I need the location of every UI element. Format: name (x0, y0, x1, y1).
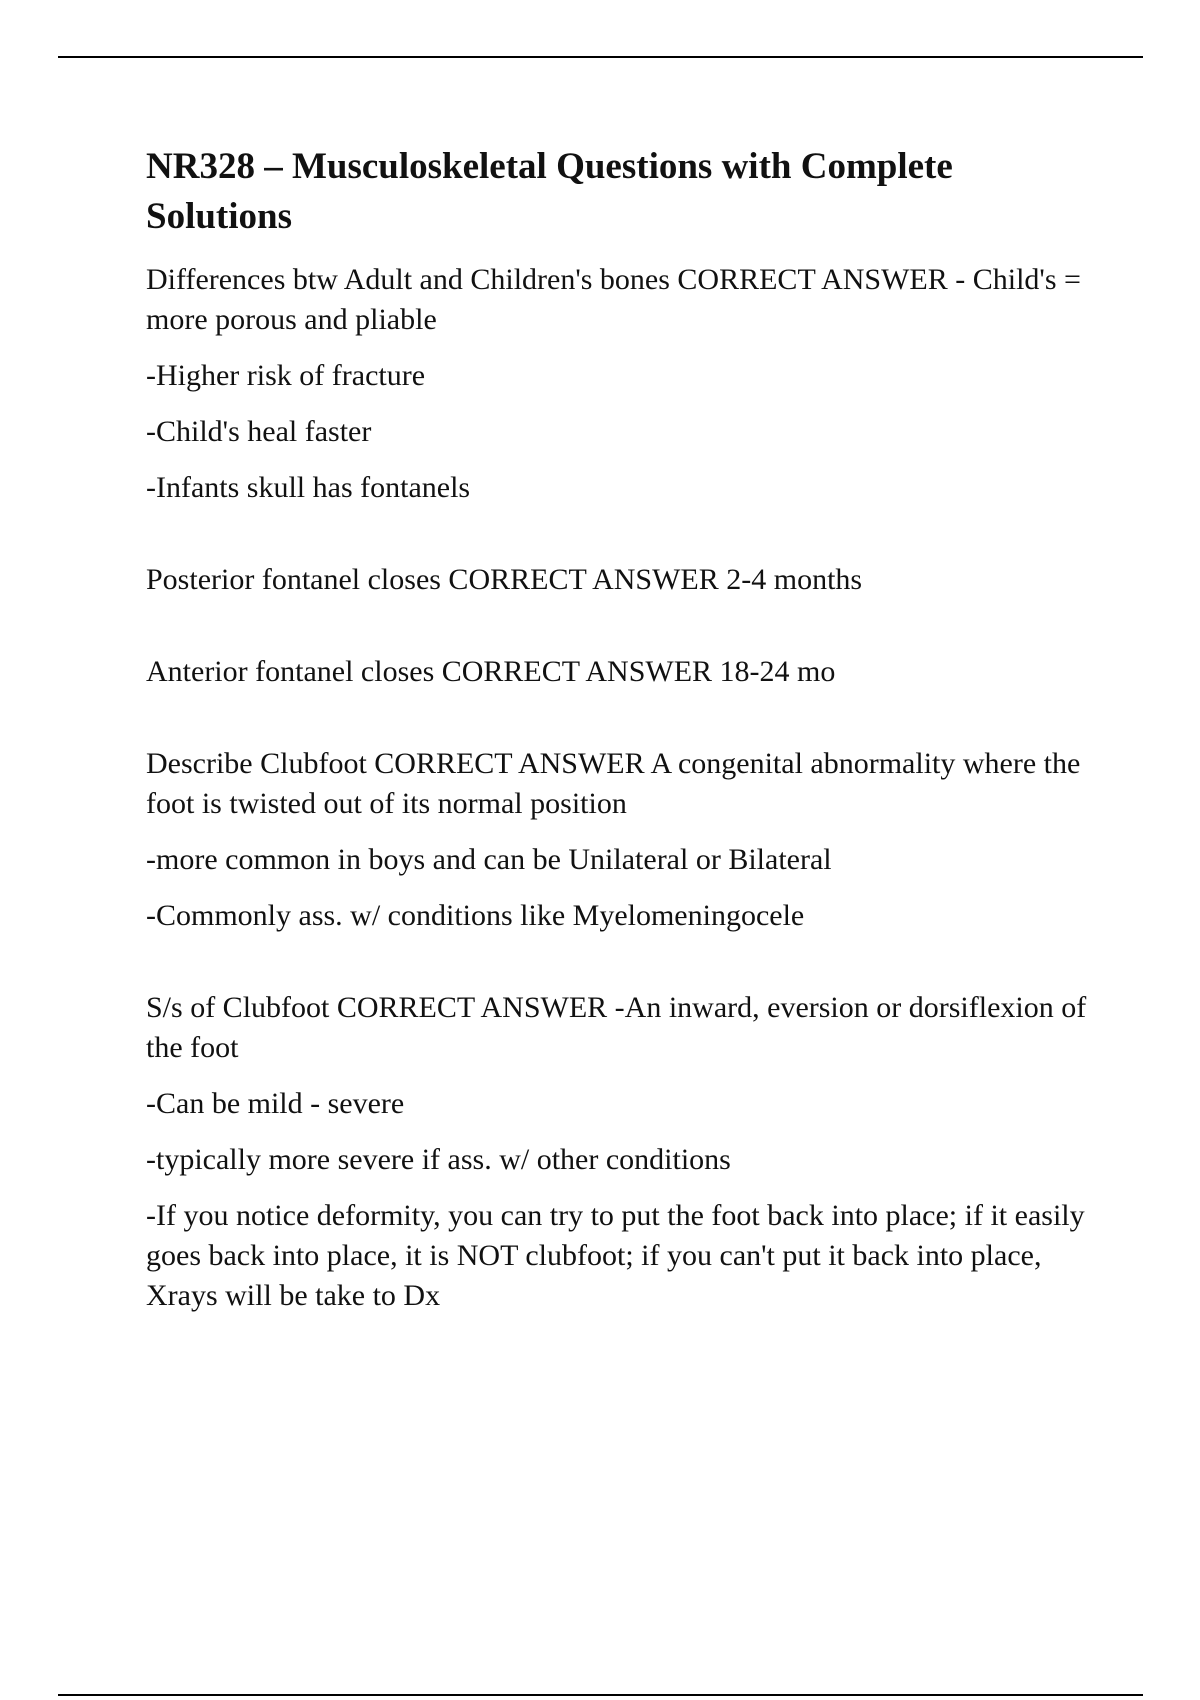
question-text: Anterior fontanel closes CORRECT ANSWER 18-24 mo (146, 655, 836, 688)
answer-line: -Child's heal faster (146, 415, 372, 448)
answer-line: -Infants skull has fontanels (146, 471, 471, 504)
answer-line: -more common in boys and can be Unilateral or Bilateral (146, 843, 832, 876)
qa-entry-bone-differences (146, 260, 1101, 508)
answer-line: -typically more severe if ass. w/ other conditions (146, 1143, 731, 1176)
qa-entry-describe-clubfoot (146, 744, 1101, 936)
answer-line: -Higher risk of fracture (146, 359, 426, 392)
question-text: Differences btw Adult and Children's bones CORRECT ANSWER - Child's = more porous and pliable (146, 263, 1081, 336)
answer-line: -If you notice deformity, you can try to put the foot back into place; if it easily goes back into place, it is NOT clubfoot; if you can't put it back into place, Xrays will be take to Dx (146, 1199, 1085, 1312)
document-title: NR328 – Musculoskeletal Questions with Complete Solutions (146, 146, 953, 237)
header-rule (58, 56, 1143, 58)
answer-line: -Can be mild - severe (146, 1087, 405, 1120)
question-text: Posterior fontanel closes CORRECT ANSWER 2-4 months (146, 563, 863, 596)
footer-rule (58, 1694, 1143, 1696)
question-text: S/s of Clubfoot CORRECT ANSWER -An inward, eversion or dorsiflexion of the foot (146, 991, 1087, 1064)
qa-entry-anterior-fontanel (146, 652, 1101, 692)
qa-entry-posterior-fontanel (146, 560, 1101, 600)
document-body (146, 142, 1101, 1332)
answer-line: -Commonly ass. w/ conditions like Myelomeningocele (146, 899, 805, 932)
question-text: Describe Clubfoot CORRECT ANSWER A congenital abnormality where the foot is twisted out of its normal position (146, 747, 1081, 820)
qa-entry-clubfoot-signs (146, 988, 1101, 1316)
